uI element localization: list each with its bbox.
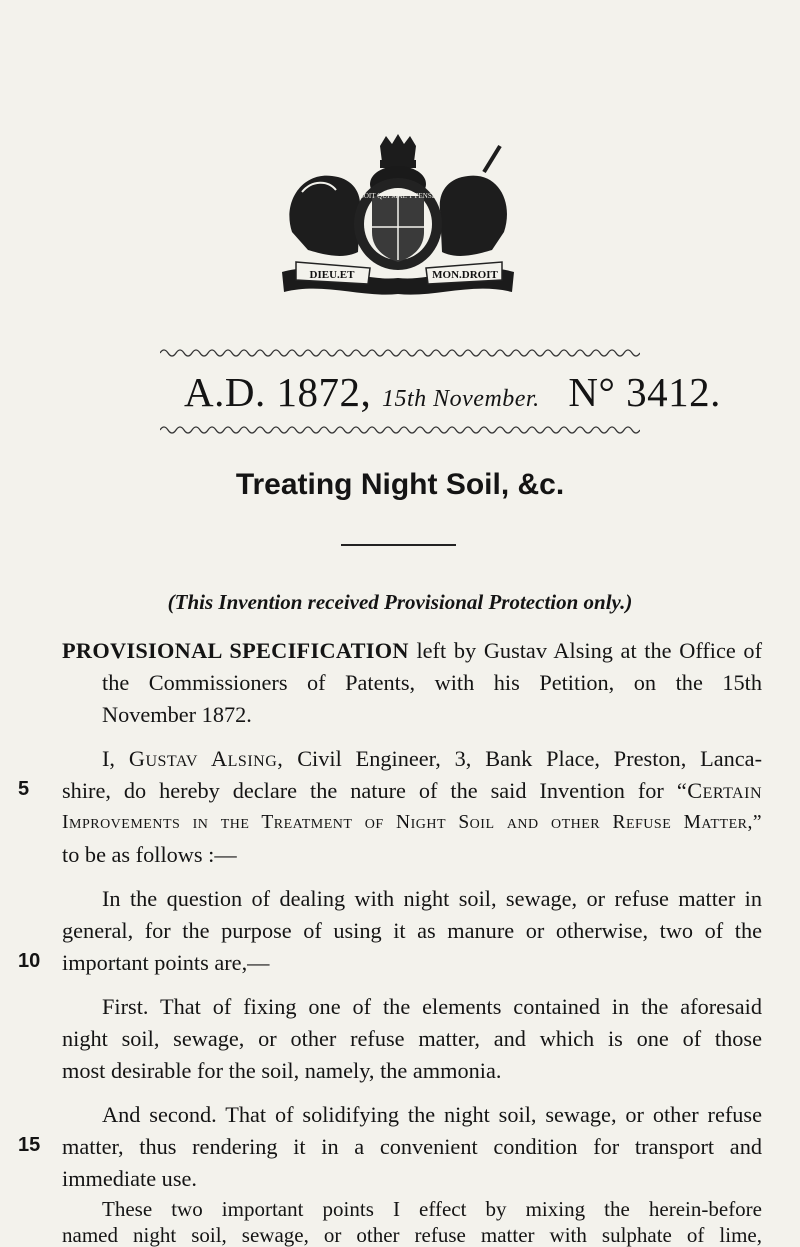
declare-line-4: to be as follows :—	[62, 842, 237, 867]
coat-of-arms-icon	[262, 132, 534, 302]
first-line-3: most desirable for the soil, namely, the ammonia.	[62, 1058, 502, 1083]
line-number-10: 10	[18, 950, 41, 972]
header-year: A.D. 1872,	[184, 369, 372, 415]
wavy-rule-bottom	[160, 424, 640, 436]
second-line-2: matter, thus rendering it in a convenient condition for transport and	[62, 1134, 762, 1159]
motto-left: DIEU.ET	[309, 269, 355, 281]
line-number-15: 15	[18, 1134, 41, 1156]
question-line-2: general, for the purpose of using it as manure or otherwise, two of the	[62, 918, 762, 943]
declare-i: I,	[102, 746, 115, 771]
header-date: 15th November.	[381, 386, 540, 412]
garter-motto: SOIT QUI MAL Y PENSE	[359, 192, 437, 200]
document-title: Treating Night Soil, &c.	[235, 468, 565, 501]
declare-text-1: Civil Engineer, 3, Bank Place, Preston, Lanca-	[297, 746, 762, 771]
declare-line-3: Improvements in the Treatment of Night Soil and other Refuse Matter,”	[62, 812, 762, 833]
question-line-1: In the question of dealing with night soil, sewage, or refuse matter in	[102, 886, 762, 911]
spec-line-2: the Commissioners of Patents, with his Petition, on the 15th	[102, 670, 762, 695]
provisional-note: (This Invention received Provisional Protection only.)	[167, 590, 633, 614]
wavy-rule-top	[160, 347, 640, 359]
patent-header	[184, 368, 721, 416]
title-divider	[341, 544, 456, 546]
question-line-3: important points are,—	[62, 950, 270, 975]
second-line-3: immediate use.	[62, 1166, 197, 1191]
declare-text-2: shire, do hereby declare the nature of the said Invention for	[62, 778, 664, 803]
spec-heading: PROVISIONAL SPECIFICATION	[62, 638, 409, 663]
line-number-5: 5	[18, 778, 30, 800]
invention-title-start: “Certain	[676, 778, 762, 803]
motto-right: MON.DROIT	[432, 269, 498, 281]
spec-line-1	[62, 636, 762, 666]
royal-coat-of-arms	[262, 132, 534, 302]
declare-line-2	[62, 776, 762, 806]
these-line-1: These two important points I effect by mixing the herein-before	[102, 1197, 762, 1221]
these-line-2: named night soil, sewage, or other refuse matter with sulphate of lime,	[62, 1223, 762, 1247]
spec-text-1: left by Gustav Alsing at the Office of	[416, 638, 762, 663]
first-line-1: First. That of fixing one of the elements contained in the aforesaid	[102, 994, 762, 1019]
patent-number: N° 3412.	[568, 369, 721, 415]
second-line-1: And second. That of solidifying the night soil, sewage, or other refuse	[102, 1102, 762, 1127]
spec-line-3: November 1872.	[102, 702, 252, 727]
first-line-2: night soil, sewage, or other refuse matter, and which is one of those	[62, 1026, 762, 1051]
declare-line-1	[102, 744, 762, 774]
inventor-name: Gustav Alsing,	[128, 746, 284, 771]
